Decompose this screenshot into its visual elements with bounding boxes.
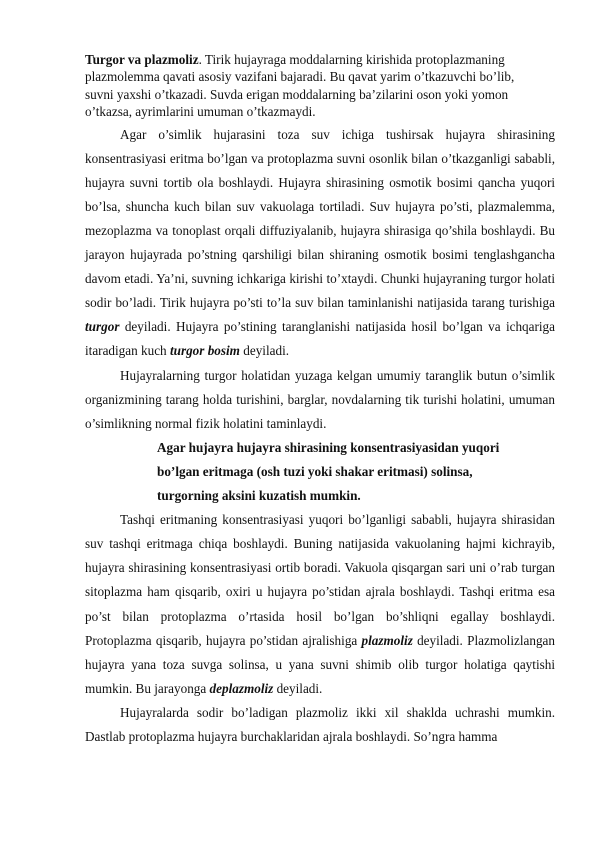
callout-line: turgorning aksini kuzatish mumkin. bbox=[157, 488, 361, 504]
term-deplazmoliz: deplazmoliz bbox=[209, 680, 274, 696]
paragraph-text: Agar o’simlik hujarasini toza suv ichiga tushirsak hujayra shirasining konsentrasiyasi eritma bo’lgan va protoplazma suvni osonlik bilan o’tkazganligi sababli, hujayra suvni tortib ola boshlaydi. Hujayra shirasining osmotik bosimi qancha yuqori bo’lsa, shuncha kuch bilan suv vakuolaga tortiladi. Suv hujayra po’sti, plazmalemma, mezoplazma va tonoplast orqali diffuziyalanib, hujayra shirasiga qo’shila boshlaydi. Bu jarayon hujayrada po’stning qarshiligi bilan shiraning osmotik bosimi tenglashgancha davom etadi. Ya’ni, suvning ichkariga kirishi to’xtaydi. Chunki hujayraning turgor holati sodir bo’ladi. Tirik hujayra po’sti to’la suv bilan taminlanishi natijasida tarang turishiga bbox=[85, 126, 555, 311]
paragraph-plazmoliz bbox=[85, 508, 555, 701]
paragraph-taranglik: Hujayralarning turgor holatidan yuzaga kelgan umumiy taranglik butun o’simlik organizmining tarang holda turishini, barglar, novdalarning tik turishi holatini, umuman o’simlikning normal fizik holatini taminlaydi. bbox=[85, 367, 555, 431]
term-plazmoliz: plazmoliz bbox=[361, 632, 413, 648]
section-heading-term: Turgor va plazmoliz bbox=[85, 52, 199, 67]
paragraph-text: deyiladi. Hujayra po’stining taranglanishi natijasida hosil bo’lgan va ichqariga itaradigan kuch bbox=[85, 319, 555, 359]
highlighted-statement bbox=[85, 436, 517, 508]
term-turgor: turgor bbox=[85, 319, 120, 335]
callout-line: Agar hujayra hujayra shirasining konsentrasiyasidan yuqori bbox=[157, 439, 500, 455]
intro-paragraph bbox=[85, 51, 525, 121]
paragraph-text: deyiladi. Plazmolizlangan hujayra yana toza suvga solinsa, u yana suvni shimib olib turgor holatiga qaytishi mumkin. Bu jarayonga bbox=[85, 632, 555, 696]
callout-line: bo’lgan eritmaga (osh tuzi yoki shakar eritmasi) solinsa, bbox=[157, 463, 473, 479]
intro-text: . Tirik hujayraga moddalarning kirishida protoplazmaning plazmolemma qavati asosiy vazifani bajaradi. Bu qavat yarim o’tkazuvchi bo’lib, suvni yaxshi o’tkazadi. Suvda erigan moddalarning ba’zilarini oson yoki yomon o’tkazsa, ayrimlarini umuman o’tkazmaydi. bbox=[85, 52, 515, 120]
paragraph-turgor bbox=[85, 123, 555, 364]
paragraph-text: Tashqi eritmaning konsentrasiyasi yuqori bo’lganligi sababli, hujayra shirasidan suv tashqi eritmaga chiqa boshlaydi. Buning natijasida vakuolaning hajmi kichrayib, hujayra shirasining konsentrasiyasi ortib boradi. Vakuola qisqargan sari uni o’rab turgan sitoplazma ham qisqarib, oxiri u hujayra po’stidan ajrala boshlaydi. Tashqi eritma esa po’st bilan protoplazma o’rtasida hosil bo’lgan bo’shliqni egallay boshlaydi. Protoplazma qisqarib, hujayra po’stidan ajralishiga bbox=[85, 512, 555, 648]
term-turgor-bosim: turgor bosim bbox=[169, 343, 240, 359]
document-page bbox=[85, 51, 555, 749]
paragraph-plazmoliz-shakllari: Hujayralarda sodir bo’ladigan plazmoliz ikki xil shaklda uchrashi mumkin. Dastlab protoplazma hujayra burchaklaridan ajrala boshlaydi. So’ngra hamma bbox=[85, 704, 555, 744]
paragraph-text: deyiladi. bbox=[273, 680, 323, 696]
paragraph-text: deyiladi. bbox=[239, 343, 290, 359]
